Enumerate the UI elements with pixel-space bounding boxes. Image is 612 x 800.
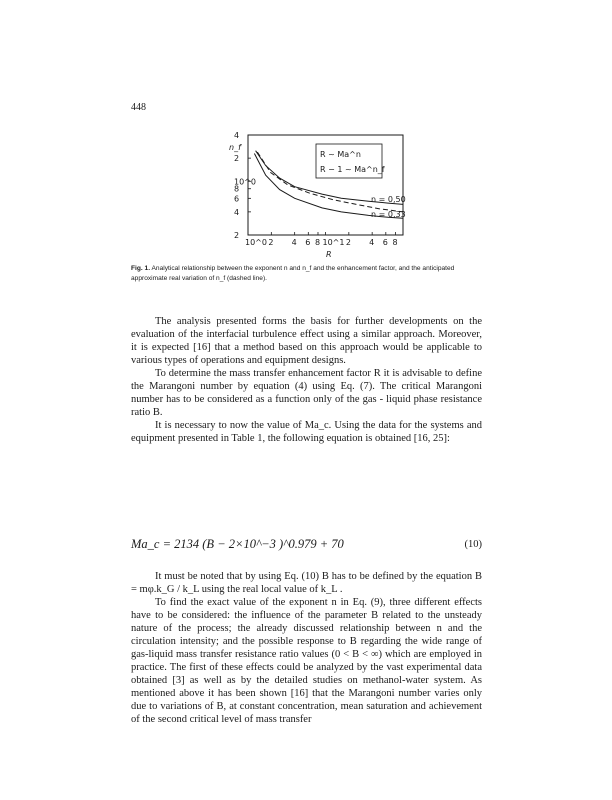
y-tick-label: 4: [234, 131, 240, 140]
x-tick-label: 6: [382, 238, 388, 247]
figure-caption: [131, 264, 486, 283]
x-tick-label: 10^1: [322, 238, 345, 247]
caption-text: Analytical relationship between the exponent n and n_f and the enhancement factor, and the anticipated approximate real variation of n_f (dashed line).: [131, 265, 455, 282]
x-tick-label: 8: [392, 238, 398, 247]
y-tick-label: 2: [234, 231, 240, 240]
chart: [228, 130, 408, 262]
y-tick-label: 10^0: [234, 177, 256, 187]
y-tick-label: 4: [234, 207, 240, 217]
x-tick-label: 2: [268, 238, 274, 247]
paragraph: The analysis presented forms the basis for further developments on the evaluation of the interfacial turbulence effect using a similar approach. Moreover, it is expected [16] that a method based on this approach would be applicable to various types of operations and equipment designs.: [131, 316, 482, 366]
equation-10: [131, 537, 482, 557]
y-tick-label: 2: [234, 154, 240, 164]
body-paragraphs-1: [131, 315, 482, 445]
equation-text: Ma_c = 2134 (B − 2×10^−3 )^0.979 + 70: [131, 537, 344, 551]
y-tick-label: 8: [234, 184, 240, 194]
x-tick-label: 4: [291, 238, 297, 247]
x-tick-label: 8: [314, 238, 321, 247]
y-tick-label: 6: [234, 194, 240, 204]
x-tick-label: 2: [345, 238, 351, 247]
x-axis-label: R: [326, 250, 332, 259]
x-tick-label: 4: [369, 238, 375, 247]
y-axis-label: n_f: [229, 143, 241, 152]
equation-number: (10): [464, 539, 482, 550]
curve-label-n033: n = 0,33: [371, 210, 406, 219]
page-number: 448: [131, 102, 146, 113]
paragraph: To find the exact value of the exponent n in Eq. (9), three different effects have to be considered: the influence of the parameter B related to the unsteady nature of the process; the already discussed relationship between n and the circulation intensity; and the possible response to B regarding the wide range of gas-liquid mass transfer resistance ratio values (0 < B < ∞) which are employed in practice. The first of these effects could be analyzed by the vast experimental data obtained [3] as well as by the detailed studies on methanol-water system. As mentioned above it has been shown [16] that the Marangoni number varies only due to variations of B, at constant concentration, mean saturation and achievement of the second critical level of mass transfer: [131, 597, 482, 725]
curve-label-n050: n = 0,50: [371, 195, 406, 204]
legend-entry-2: R − 1 ~ Ma^n_f: [320, 165, 385, 174]
figure-1: [228, 130, 408, 267]
paragraph: It must be noted that by using Eq. (10) B has to be defined by the equation B = mφ.k_G / k_L using the real local value of k_L .: [131, 571, 482, 595]
x-tick-label: 10^0: [245, 238, 267, 247]
caption-label: Fig. 1.: [131, 265, 151, 272]
legend-entry-1: R ~ Ma^n: [320, 150, 361, 159]
body-paragraphs-2: [131, 570, 482, 726]
paragraph: It is necessary to now the value of Ma_c. Using the data for the systems and equipment presented in Table 1, the following equation is obtained [16, 25]:: [131, 420, 482, 444]
paragraph: To determine the mass transfer enhancement factor R it is advisable to define the Marangoni number by equation (4) using Eq. (7). The critical Marangoni number has to be considered as a function only of the gas - liquid phase resistance ratio B.: [131, 368, 482, 418]
x-tick-label: 6: [305, 238, 311, 247]
